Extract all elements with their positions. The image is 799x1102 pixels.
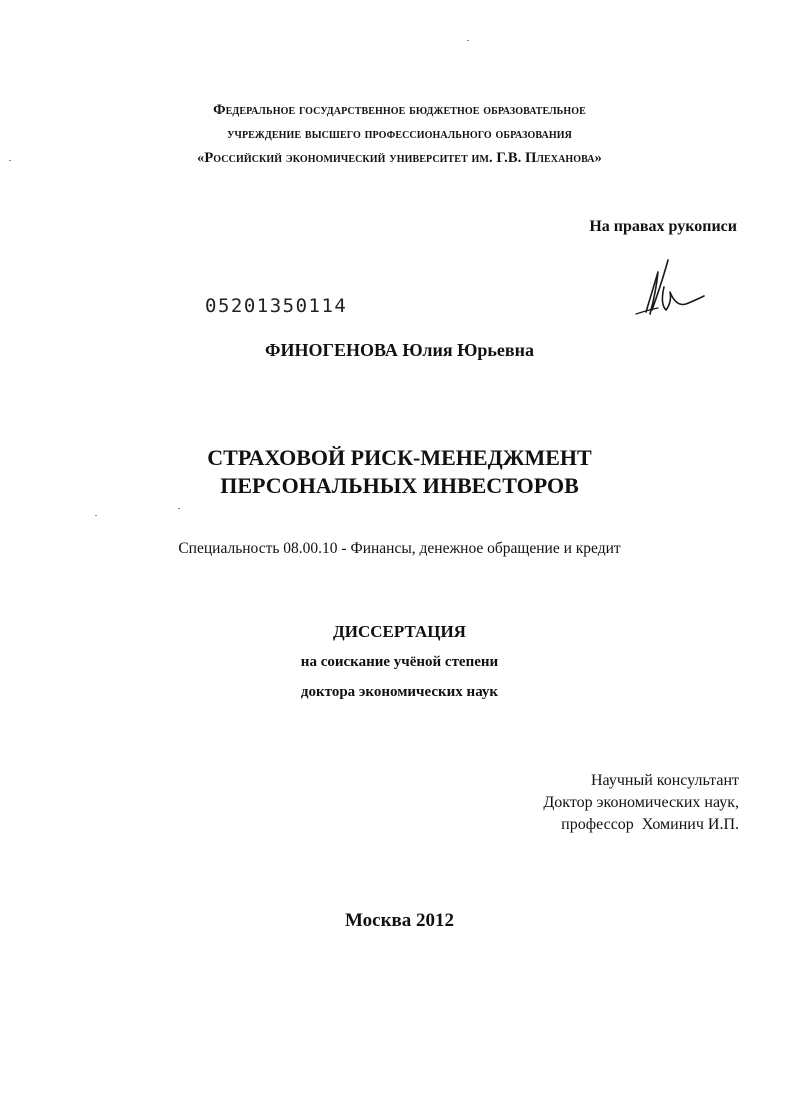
place-year: Москва 2012	[344, 910, 455, 931]
rights-note: На правах рукописи	[589, 218, 737, 235]
degree-block	[0, 620, 799, 704]
degree-line-2: доктора экономических наук	[300, 684, 499, 700]
handwritten-signature-icon	[628, 252, 708, 322]
document-type: ДИССЕРТАЦИЯ	[333, 622, 466, 641]
specialty: Специальность 08.00.10 - Финансы, денежное обращение и кредит	[178, 540, 621, 557]
scan-speck	[467, 40, 469, 41]
advisor-line-3: профессор Хоминич И.П.	[561, 816, 739, 833]
organization-line-3: «Российский экономический университет им. Г.В. Плеханова»	[197, 150, 602, 166]
advisor-line-1: Научный консультант	[591, 772, 739, 789]
organization-line-2: учреждение высшего профессионального образования	[227, 126, 572, 142]
title-line-2: ПЕРСОНАЛЬНЫХ ИНВЕСТОРОВ	[220, 473, 579, 498]
degree-line-1: на соискание учёной степени	[300, 654, 499, 670]
archive-number: 05201350114	[205, 295, 348, 317]
title-line-1: СТРАХОВОЙ РИСК-МЕНЕДЖМЕНТ	[207, 445, 592, 470]
scan-speck	[95, 515, 97, 516]
dissertation-title	[0, 444, 799, 500]
organization-line-1: Федеральное государственное бюджетное образовательное	[213, 102, 586, 118]
scan-speck	[178, 508, 180, 509]
organization-header	[0, 98, 799, 170]
advisor-line-2: Доктор экономических наук,	[543, 794, 739, 811]
scientific-advisor	[543, 770, 739, 836]
scan-speck	[9, 160, 11, 161]
author-name: ФИНОГЕНОВА Юлия Юрьевна	[265, 340, 534, 360]
